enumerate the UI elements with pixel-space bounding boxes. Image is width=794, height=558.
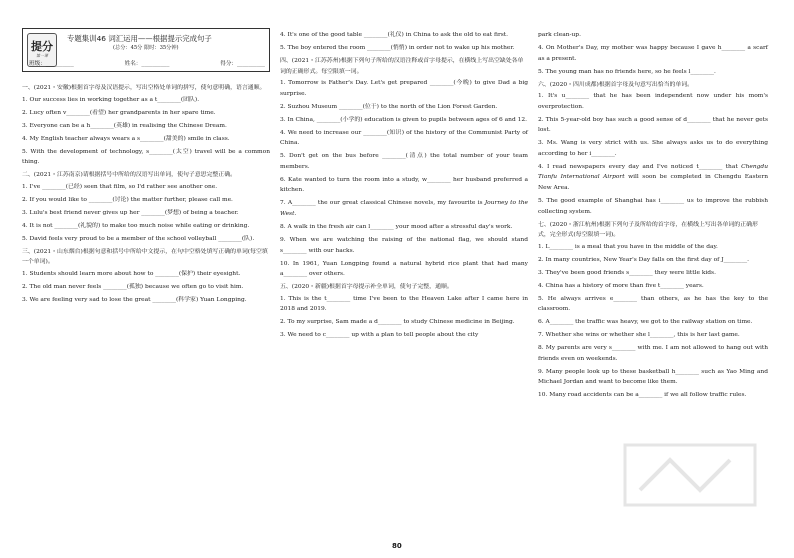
- question-item: 3. Ms. Wang is very strict with us. She always asks us to do everything according to her i________.: [538, 140, 768, 157]
- section-heading-7: 七、(2020・浙江杭州)根据下列句子及所给的首字母，在横线上写出各单词的正确形式，完全形式(每空限填一词)。: [538, 221, 758, 239]
- question-item: 2. Lucy often v________(看望) her grandparents in her spare time.: [22, 109, 216, 116]
- question-item: 3. They've been good friends s________ they were little kids.: [538, 269, 716, 276]
- question-item: 2. In many countries, New Year's Day falls on the first day of J________.: [538, 256, 750, 263]
- question-item: 3. In China, ________(小学的) education is given to pupils between ages of 6 and 12.: [280, 116, 527, 123]
- question-item: 5. He always arrives e________ than others, as he has the key to the classroom.: [538, 295, 768, 313]
- question-item: 5. Don't get on the bus before ________(清点) the total number of your team members.: [280, 153, 528, 170]
- question-item: 4. It is not ________(礼貌的) to make too much noise while eating or drinking.: [22, 222, 250, 229]
- question-item: 4. China has a history of more than five t________ years.: [538, 282, 704, 289]
- section-2-items: [22, 182, 270, 245]
- question-item: 3. Lulu's best friend never gives up her ________(梦想) of being a teacher.: [22, 209, 239, 216]
- question-item: 6. A________ the traffic was heavy, we got to the railway station on time.: [538, 319, 753, 326]
- question-item: 5. David feels very proud to be a member of the school volleyball ________(队).: [22, 235, 255, 242]
- section-heading-1: 一、(2021・安徽)根据首字母及汉语提示，写出空格处单词的拼写，使句意明确，语言通顺。: [22, 85, 266, 91]
- section-1-items: [22, 95, 270, 168]
- section-heading-2: 二、(2021・江苏南京)请根据括号中所给的汉语写出单词，使句子意思完整正确。: [22, 172, 236, 179]
- airport-name: Chengdu Tianfu International Airport: [538, 163, 768, 181]
- column-right: [538, 30, 768, 403]
- question-item: 5. The young man has no friends here, so he feels l________.: [538, 68, 716, 75]
- section-heading-3: 三、(2021・山东烟台)根据句意和括号中所给中文提示，在句中空格处填写正确的单词(每空填一个单词)。: [22, 248, 268, 266]
- section-heading-5: 五、(2020・新疆)根据首字母提示补全单词，使句子完整，通顺。: [280, 284, 453, 291]
- column-middle: [280, 30, 528, 343]
- question-item: 1. Students should learn more about how to ________(保护) their eyesight.: [22, 270, 241, 277]
- section-5-items-continued: [538, 30, 768, 77]
- question-item: 5. The boy entered the room ________(悄悄) in order not to wake up his mother.: [280, 44, 515, 51]
- question-item: 1. L________ is a meal that you have in the middle of the day.: [538, 243, 718, 250]
- book-title: Journey to the West: [280, 200, 528, 218]
- score-field[interactable]: 得分：__________: [220, 61, 265, 67]
- question-item: 2. Suzhou Museum ________(位于) to the north of the Lion Forest Garden.: [280, 103, 498, 110]
- question-item: [280, 198, 528, 219]
- class-field[interactable]: 班级：__________: [29, 61, 74, 67]
- section-6-items: [538, 91, 768, 159]
- section-4-items: [280, 78, 528, 196]
- question-item: 2. If you would like to ________(讨论) the matter further, please call me.: [22, 196, 233, 203]
- question-item: 5. With the development of technology, s________(太空) travel will be a common thing.: [22, 148, 270, 166]
- score-time-info: (总分：45分 限时：35分钟): [113, 45, 179, 51]
- question-text: .: [294, 211, 297, 218]
- question-item: 4. My English teacher always wears a s________(甜美的) smile in class.: [22, 135, 230, 142]
- question-item: 9. When we are watching the raising of the national flag, we should stand s________ with our hacks.: [280, 237, 528, 254]
- section-5-items: [280, 294, 528, 341]
- question-item: 8. A walk in the fresh air can l________ your mood after a stressful day's work.: [280, 224, 513, 231]
- question-text: 4. I read newspapers every day and I've noticed t________ that: [538, 163, 742, 170]
- question-item: 2. This 5-year-old boy has such a good sense of d________ that he never gets lost.: [538, 116, 768, 134]
- question-item: [538, 162, 768, 194]
- question-item: 4. We need to increase our ________(知识) of the history of the Communist Party of China.: [280, 129, 528, 147]
- column-left: [22, 82, 270, 308]
- question-item: 5. The good example of Shanghai has i________ us to improve the rubbish collecting system.: [538, 198, 768, 215]
- question-text: will soon be completed in Chengdu Eastern New Area.: [538, 174, 769, 192]
- page-title: 专题集训46 词汇运用——根据提示完成句子: [67, 34, 212, 43]
- student-info-fields: [29, 59, 265, 67]
- section-3-items-continued: [280, 30, 528, 54]
- title-box: [22, 28, 270, 72]
- question-item: 3. We need to c________ up with a plan to tell people about the city: [280, 332, 479, 339]
- question-item: 7. Whether she wins or whether she l________, this is her last game.: [538, 332, 740, 339]
- question-item: 1. Tomorrow is Father's Day. Let's get prepared ________(今晚) to give Dad a big surprise.: [280, 80, 528, 97]
- question-item: 8. My parents are very s________ with me. I am not allowed to hang out with friends even on weekends.: [538, 345, 768, 362]
- logo-subtitle: 第一课: [36, 53, 48, 58]
- question-text: 7. A________ the our great classical Chinese novels, my favourite is: [280, 200, 485, 207]
- question-item: 3. Everyone can be a h________(英雄) in realising the Chinese Dream.: [22, 122, 227, 129]
- section-heading-4: 四、(2021・江苏苏州)根据下列句子所给的汉语注释或首字母提示，在横线上写出空缺处各单词的正确形式。每空限填一词。: [280, 57, 524, 75]
- logo-mark: 提分: [31, 40, 53, 53]
- question-item: 2. The old man never feels ________(孤独) because we often go to visit him.: [22, 283, 244, 290]
- page-number: 80: [392, 542, 402, 550]
- section-4-items-b: [280, 222, 528, 280]
- question-item: 1. I've ________(已经) seen that film, so I'd rather see another one.: [22, 183, 218, 190]
- question-item: 6. Kate wanted to turn the room into a study, w________ her husband preferred a kitchen.: [280, 176, 528, 194]
- question-item: 10. Many road accidents can be a________ if we all follow traffic rules.: [538, 392, 747, 399]
- section-6-items-b: [538, 196, 768, 217]
- question-item: 9. Many people look up to these basketball h________ such as Yao Ming and Michael Jordan and want to become like them.: [538, 368, 768, 386]
- name-field[interactable]: 姓名：__________: [124, 61, 170, 67]
- question-item: 4. On Mother's Day, my mother was happy because I gave h________ a scarf as a present.: [538, 44, 768, 62]
- section-heading-6: 六、(2020・四川成都)根据首字母及句意写出恰当的单词。: [538, 81, 694, 88]
- question-item: 10. In 1961, Yuan Longping found a natural hybrid rice plant that had many a________ over others.: [280, 260, 528, 278]
- section-7-items: [538, 242, 768, 401]
- question-item: 1. It's u________ that he has been independent now under his mom's overprotection.: [538, 93, 768, 110]
- question-item: park clean-up.: [538, 32, 581, 38]
- question-item: 1. Our success lies in working together as a t________(团队).: [22, 96, 200, 103]
- watermark-decoration: [620, 440, 760, 510]
- question-item: 1. This is the t________ time I've been to the Heaven Lake after I came here in 2018 and 2019.: [280, 295, 528, 313]
- section-3-items: [22, 269, 270, 306]
- question-item: 3. We are feeling very sad to lose the great ________(科学家) Yuan Longping.: [22, 296, 247, 303]
- question-item: 4. It's one of the good table ________(礼仪) in China to ask the old to eat first.: [280, 32, 509, 38]
- question-item: 2. To my surprise, Sam made a d________ to study Chinese medicine in Beijing.: [280, 319, 515, 326]
